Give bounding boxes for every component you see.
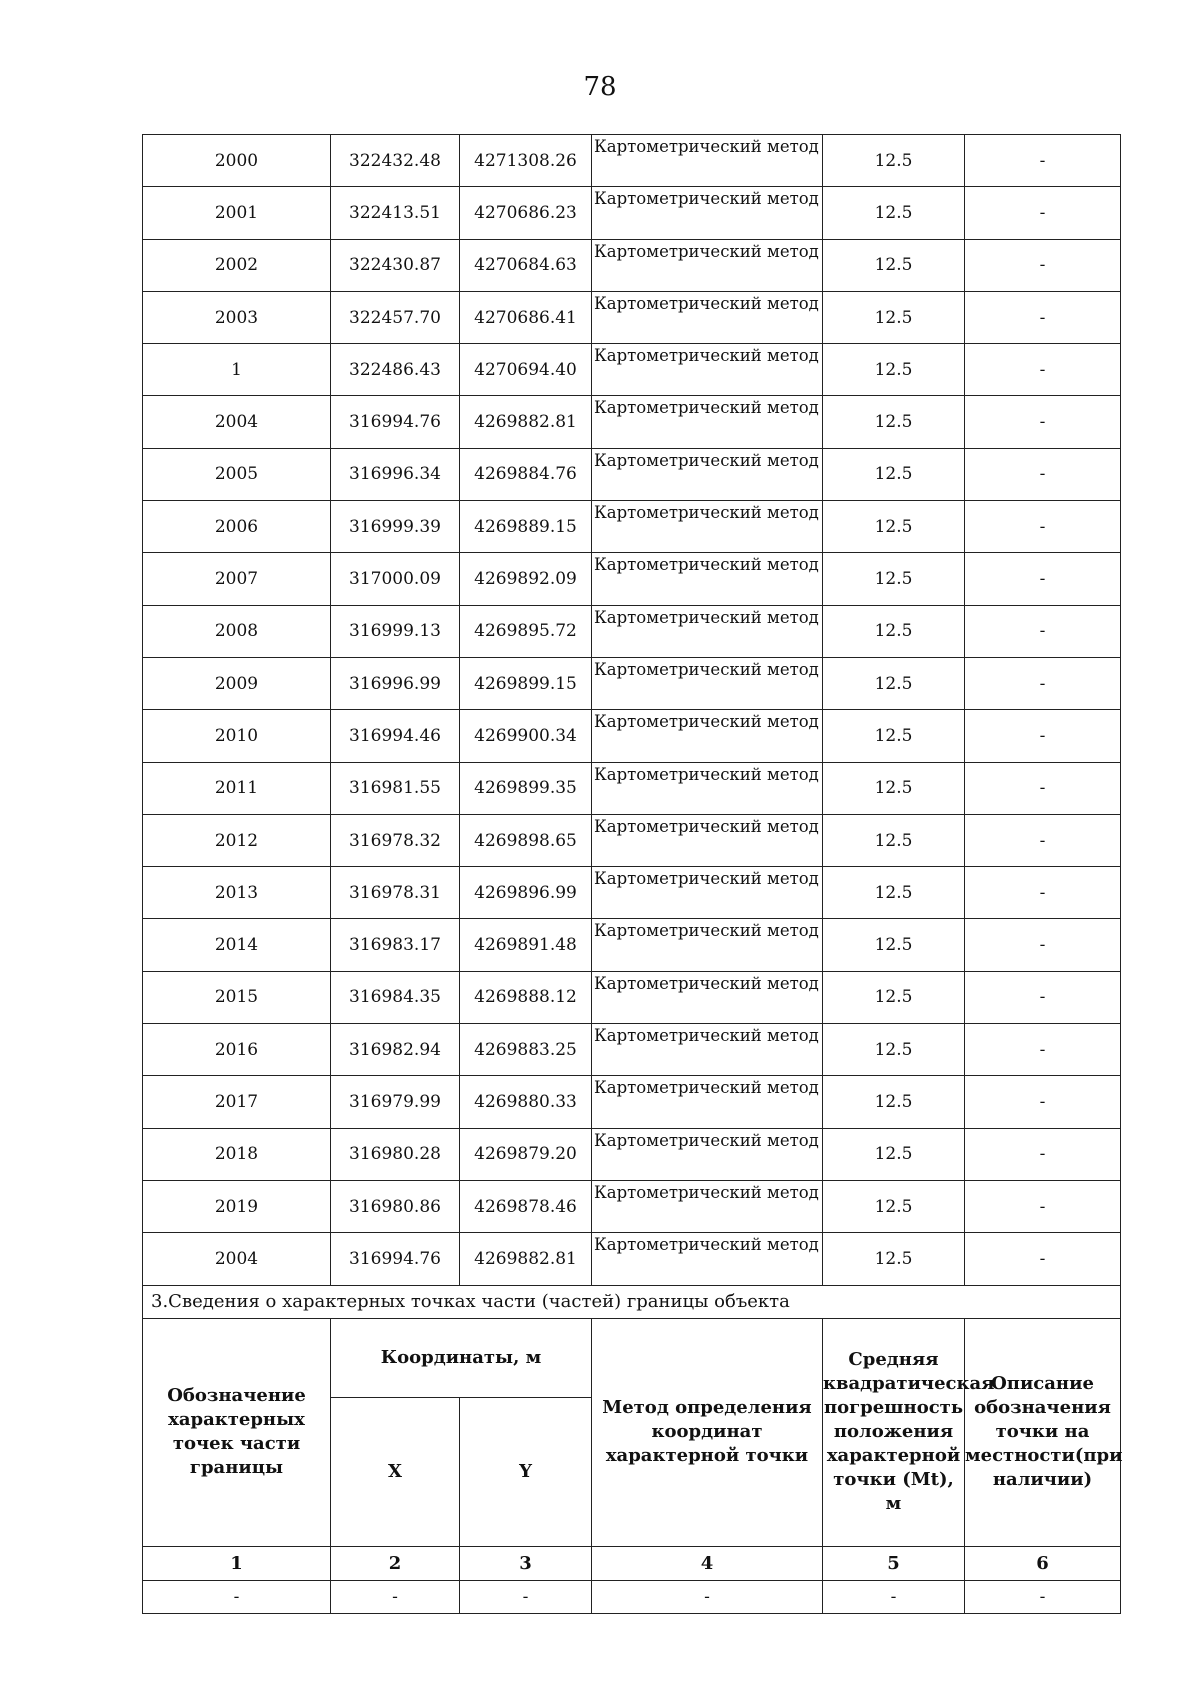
point-cell: 1 bbox=[143, 344, 331, 396]
header-point: Обозначение характерных точек части границы bbox=[143, 1318, 331, 1546]
x-cell: 322430.87 bbox=[331, 239, 460, 291]
y-cell: 4269899.15 bbox=[460, 657, 592, 709]
column-number: 2 bbox=[331, 1546, 460, 1580]
column-number: 4 bbox=[592, 1546, 823, 1580]
mt-cell: 12.5 bbox=[823, 1180, 965, 1232]
table-row bbox=[143, 344, 1121, 396]
point-cell: 2004 bbox=[143, 1233, 331, 1285]
x-cell: 316978.32 bbox=[331, 814, 460, 866]
x-cell: 316984.35 bbox=[331, 971, 460, 1023]
empty-cell: - bbox=[331, 1580, 460, 1613]
method-cell: Картометрический метод bbox=[592, 1180, 823, 1232]
header-description: Описание обозначения точки на местности(при наличии) bbox=[965, 1318, 1121, 1546]
table-row bbox=[143, 501, 1121, 553]
mt-cell: 12.5 bbox=[823, 919, 965, 971]
point-cell: 2003 bbox=[143, 291, 331, 343]
mt-cell: 12.5 bbox=[823, 135, 965, 187]
y-cell: 4269884.76 bbox=[460, 448, 592, 500]
empty-cell: - bbox=[592, 1580, 823, 1613]
table-row bbox=[143, 814, 1121, 866]
point-cell: 2010 bbox=[143, 710, 331, 762]
x-cell: 316996.34 bbox=[331, 448, 460, 500]
method-cell: Картометрический метод bbox=[592, 1128, 823, 1180]
boundary-points-table bbox=[142, 134, 1121, 1614]
y-cell: 4269882.81 bbox=[460, 396, 592, 448]
description-cell: - bbox=[965, 135, 1121, 187]
method-cell: Картометрический метод bbox=[592, 657, 823, 709]
mt-cell: 12.5 bbox=[823, 814, 965, 866]
description-cell: - bbox=[965, 1024, 1121, 1076]
table-row bbox=[143, 1233, 1121, 1285]
method-cell: Картометрический метод bbox=[592, 1233, 823, 1285]
description-cell: - bbox=[965, 291, 1121, 343]
y-cell: 4269882.81 bbox=[460, 1233, 592, 1285]
x-cell: 316983.17 bbox=[331, 919, 460, 971]
x-cell: 316994.76 bbox=[331, 1233, 460, 1285]
point-cell: 2012 bbox=[143, 814, 331, 866]
description-cell: - bbox=[965, 344, 1121, 396]
description-cell: - bbox=[965, 239, 1121, 291]
x-cell: 316979.99 bbox=[331, 1076, 460, 1128]
y-cell: 4270686.41 bbox=[460, 291, 592, 343]
point-cell: 2009 bbox=[143, 657, 331, 709]
x-cell: 316980.28 bbox=[331, 1128, 460, 1180]
y-cell: 4269898.65 bbox=[460, 814, 592, 866]
mt-cell: 12.5 bbox=[823, 1233, 965, 1285]
mt-cell: 12.5 bbox=[823, 501, 965, 553]
table-row bbox=[143, 919, 1121, 971]
table-row bbox=[143, 187, 1121, 239]
description-cell: - bbox=[965, 1180, 1121, 1232]
table-row bbox=[143, 762, 1121, 814]
method-cell: Картометрический метод bbox=[592, 135, 823, 187]
y-cell: 4269889.15 bbox=[460, 501, 592, 553]
point-cell: 2001 bbox=[143, 187, 331, 239]
empty-cell: - bbox=[965, 1580, 1121, 1613]
method-cell: Картометрический метод bbox=[592, 501, 823, 553]
point-cell: 2013 bbox=[143, 867, 331, 919]
point-cell: 2008 bbox=[143, 605, 331, 657]
y-cell: 4269899.35 bbox=[460, 762, 592, 814]
table-row bbox=[143, 1128, 1121, 1180]
empty-cell: - bbox=[460, 1580, 592, 1613]
point-cell: 2019 bbox=[143, 1180, 331, 1232]
description-cell: - bbox=[965, 1233, 1121, 1285]
method-cell: Картометрический метод bbox=[592, 971, 823, 1023]
table-row bbox=[143, 605, 1121, 657]
x-cell: 322457.70 bbox=[331, 291, 460, 343]
table-row bbox=[143, 867, 1121, 919]
empty-cell: - bbox=[823, 1580, 965, 1613]
section-3-row bbox=[143, 1285, 1121, 1318]
x-cell: 316982.94 bbox=[331, 1024, 460, 1076]
y-cell: 4270694.40 bbox=[460, 344, 592, 396]
mt-cell: 12.5 bbox=[823, 239, 965, 291]
mt-cell: 12.5 bbox=[823, 971, 965, 1023]
x-cell: 316999.39 bbox=[331, 501, 460, 553]
point-cell: 2002 bbox=[143, 239, 331, 291]
description-cell: - bbox=[965, 762, 1121, 814]
y-cell: 4269896.99 bbox=[460, 867, 592, 919]
column-number: 1 bbox=[143, 1546, 331, 1580]
mt-cell: 12.5 bbox=[823, 291, 965, 343]
method-cell: Картометрический метод bbox=[592, 239, 823, 291]
table-row bbox=[143, 1180, 1121, 1232]
table-row bbox=[143, 553, 1121, 605]
empty-data-row bbox=[143, 1580, 1121, 1613]
table-row bbox=[143, 710, 1121, 762]
page-number: 78 bbox=[583, 72, 617, 102]
method-cell: Картометрический метод bbox=[592, 448, 823, 500]
method-cell: Картометрический метод bbox=[592, 1024, 823, 1076]
x-cell: 316999.13 bbox=[331, 605, 460, 657]
mt-cell: 12.5 bbox=[823, 187, 965, 239]
x-cell: 316981.55 bbox=[331, 762, 460, 814]
header-mt: Средняя квадратическая погрешность положения характерной точки (Mt), м bbox=[823, 1318, 965, 1546]
point-cell: 2004 bbox=[143, 396, 331, 448]
point-cell: 2011 bbox=[143, 762, 331, 814]
y-cell: 4270686.23 bbox=[460, 187, 592, 239]
method-cell: Картометрический метод bbox=[592, 605, 823, 657]
table-row bbox=[143, 448, 1121, 500]
y-cell: 4269878.46 bbox=[460, 1180, 592, 1232]
table-row bbox=[143, 1076, 1121, 1128]
table-row bbox=[143, 135, 1121, 187]
table-row bbox=[143, 396, 1121, 448]
section-3-title: 3.Сведения о характерных точках части (частей) границы объекта bbox=[143, 1285, 1121, 1318]
table-row bbox=[143, 971, 1121, 1023]
mt-cell: 12.5 bbox=[823, 448, 965, 500]
method-cell: Картометрический метод bbox=[592, 396, 823, 448]
header-x: X bbox=[331, 1397, 460, 1546]
description-cell: - bbox=[965, 657, 1121, 709]
x-cell: 316994.46 bbox=[331, 710, 460, 762]
description-cell: - bbox=[965, 396, 1121, 448]
mt-cell: 12.5 bbox=[823, 710, 965, 762]
point-cell: 2006 bbox=[143, 501, 331, 553]
x-cell: 316980.86 bbox=[331, 1180, 460, 1232]
description-cell: - bbox=[965, 605, 1121, 657]
points-table-body bbox=[143, 135, 1121, 1286]
table-row bbox=[143, 657, 1121, 709]
point-cell: 2016 bbox=[143, 1024, 331, 1076]
point-cell: 2017 bbox=[143, 1076, 331, 1128]
x-cell: 317000.09 bbox=[331, 553, 460, 605]
x-cell: 316994.76 bbox=[331, 396, 460, 448]
y-cell: 4269891.48 bbox=[460, 919, 592, 971]
column-number-row bbox=[143, 1546, 1121, 1580]
description-cell: - bbox=[965, 1076, 1121, 1128]
description-cell: - bbox=[965, 710, 1121, 762]
column-number: 5 bbox=[823, 1546, 965, 1580]
x-cell: 322486.43 bbox=[331, 344, 460, 396]
column-number: 3 bbox=[460, 1546, 592, 1580]
mt-cell: 12.5 bbox=[823, 396, 965, 448]
method-cell: Картометрический метод bbox=[592, 291, 823, 343]
point-cell: 2005 bbox=[143, 448, 331, 500]
y-cell: 4271308.26 bbox=[460, 135, 592, 187]
mt-cell: 12.5 bbox=[823, 1024, 965, 1076]
x-cell: 322413.51 bbox=[331, 187, 460, 239]
y-cell: 4269895.72 bbox=[460, 605, 592, 657]
description-cell: - bbox=[965, 501, 1121, 553]
point-cell: 2007 bbox=[143, 553, 331, 605]
table-row bbox=[143, 1024, 1121, 1076]
y-cell: 4269900.34 bbox=[460, 710, 592, 762]
empty-cell: - bbox=[143, 1580, 331, 1613]
mt-cell: 12.5 bbox=[823, 553, 965, 605]
mt-cell: 12.5 bbox=[823, 1076, 965, 1128]
mt-cell: 12.5 bbox=[823, 344, 965, 396]
point-cell: 2018 bbox=[143, 1128, 331, 1180]
x-cell: 316978.31 bbox=[331, 867, 460, 919]
y-cell: 4269883.25 bbox=[460, 1024, 592, 1076]
description-cell: - bbox=[965, 867, 1121, 919]
header-y: Y bbox=[460, 1397, 592, 1546]
method-cell: Картометрический метод bbox=[592, 814, 823, 866]
header-method: Метод определения координат характерной точки bbox=[592, 1318, 823, 1546]
description-cell: - bbox=[965, 971, 1121, 1023]
mt-cell: 12.5 bbox=[823, 605, 965, 657]
method-cell: Картометрический метод bbox=[592, 710, 823, 762]
description-cell: - bbox=[965, 919, 1121, 971]
point-cell: 2014 bbox=[143, 919, 331, 971]
header-row bbox=[143, 1318, 1121, 1397]
x-cell: 316996.99 bbox=[331, 657, 460, 709]
mt-cell: 12.5 bbox=[823, 657, 965, 709]
method-cell: Картометрический метод bbox=[592, 187, 823, 239]
description-cell: - bbox=[965, 814, 1121, 866]
description-cell: - bbox=[965, 1128, 1121, 1180]
method-cell: Картометрический метод bbox=[592, 1076, 823, 1128]
point-cell: 2000 bbox=[143, 135, 331, 187]
method-cell: Картометрический метод bbox=[592, 762, 823, 814]
description-cell: - bbox=[965, 187, 1121, 239]
method-cell: Картометрический метод bbox=[592, 919, 823, 971]
method-cell: Картометрический метод bbox=[592, 553, 823, 605]
mt-cell: 12.5 bbox=[823, 1128, 965, 1180]
table-row bbox=[143, 291, 1121, 343]
header-coords: Координаты, м bbox=[331, 1318, 592, 1397]
table-row bbox=[143, 239, 1121, 291]
y-cell: 4270684.63 bbox=[460, 239, 592, 291]
description-cell: - bbox=[965, 553, 1121, 605]
x-cell: 322432.48 bbox=[331, 135, 460, 187]
point-cell: 2015 bbox=[143, 971, 331, 1023]
method-cell: Картометрический метод bbox=[592, 344, 823, 396]
y-cell: 4269879.20 bbox=[460, 1128, 592, 1180]
mt-cell: 12.5 bbox=[823, 867, 965, 919]
mt-cell: 12.5 bbox=[823, 762, 965, 814]
method-cell: Картометрический метод bbox=[592, 867, 823, 919]
description-cell: - bbox=[965, 448, 1121, 500]
y-cell: 4269888.12 bbox=[460, 971, 592, 1023]
y-cell: 4269880.33 bbox=[460, 1076, 592, 1128]
y-cell: 4269892.09 bbox=[460, 553, 592, 605]
column-number: 6 bbox=[965, 1546, 1121, 1580]
